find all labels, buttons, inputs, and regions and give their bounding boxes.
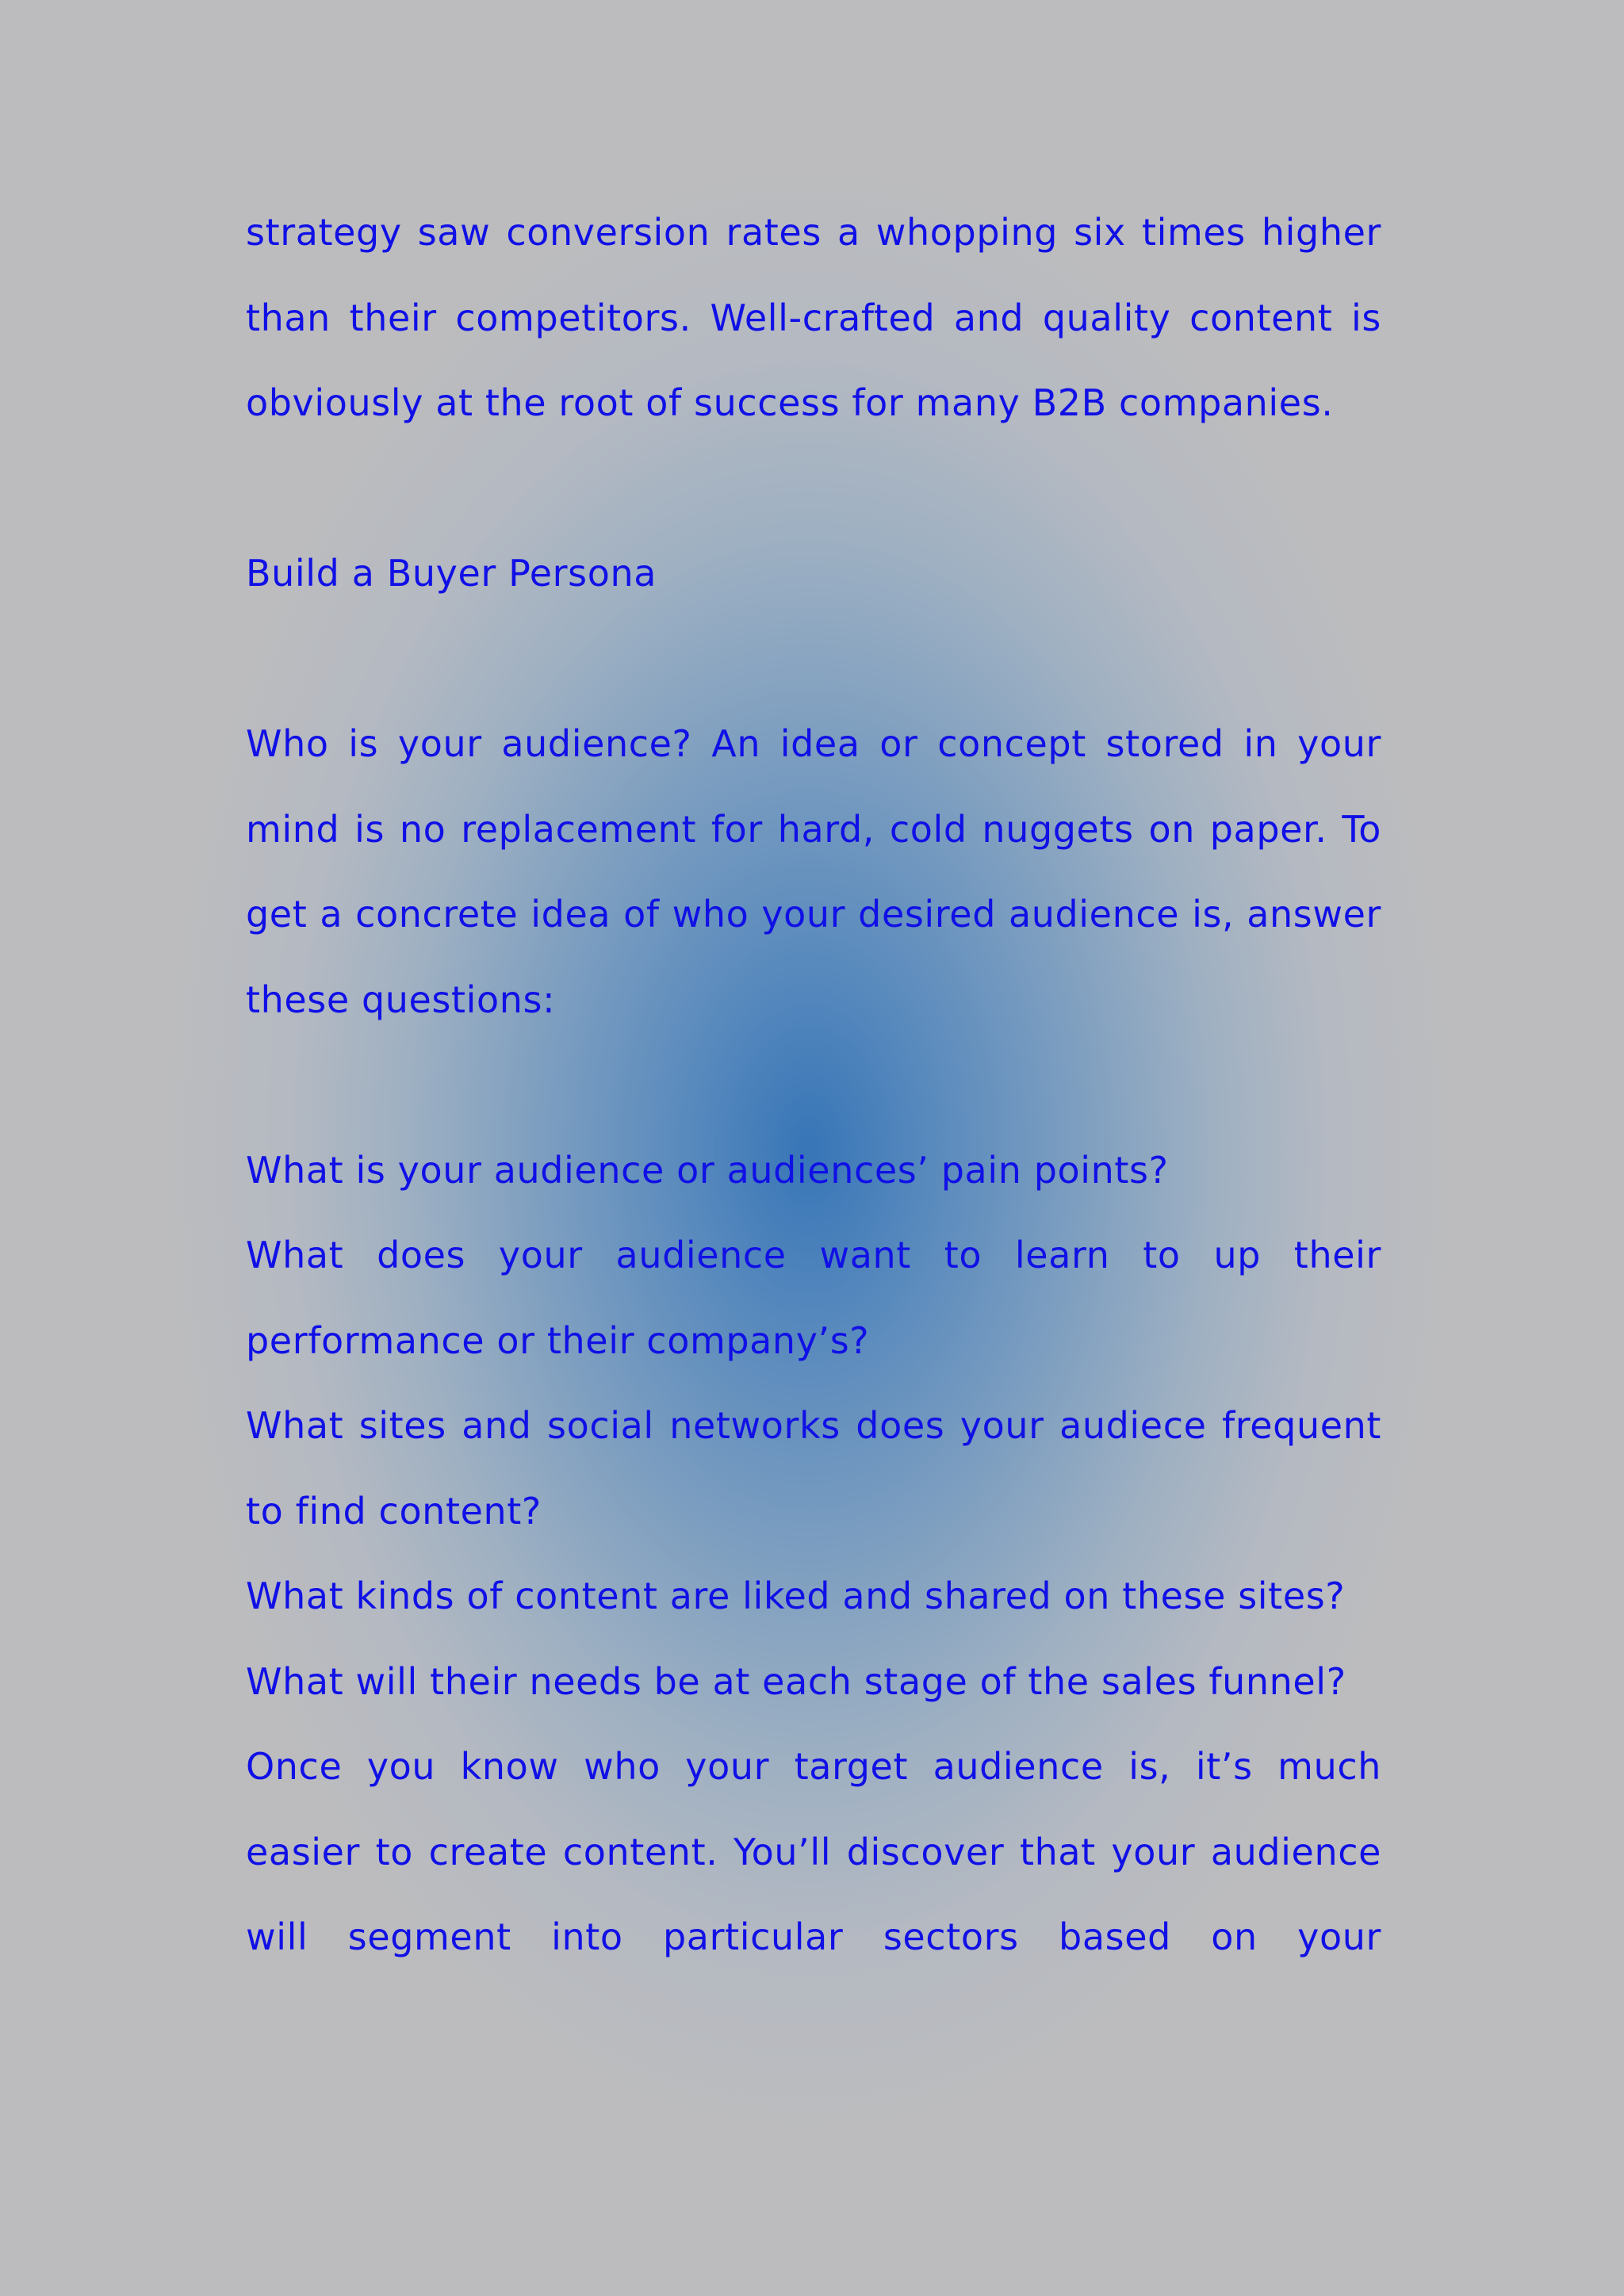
closing-paragraph: Once you know who your target audience is, it’s much easier to create content. You’ll discover that your audience will segment into particular sectors based on your [246, 1745, 1381, 1958]
question-item: What is your audience or audiences’ pain points? [246, 1148, 1169, 1192]
intro-paragraph: strategy saw conversion rates a whopping six times higher than their competitors. Well-crafted and quality content is obviously at the root of success for many B2B companies. [246, 211, 1381, 424]
question-item: What kinds of content are liked and shared on these sites? [246, 1575, 1346, 1617]
paragraph-spacer [246, 1043, 1381, 1128]
question-item: What does your audience want to learn to up their performance or their company’s? [246, 1234, 1381, 1362]
paragraph-spacer [246, 446, 1381, 532]
audience-paragraph: Who is your audience? An idea or concept stored in your mind is no replacement for hard, cold nuggets on paper. To get a concrete idea of who your desired audience is, answer these questions: [246, 722, 1381, 1021]
paragraph-spacer [246, 617, 1381, 702]
question-item: What will their needs be at each stage of the sales funnel? [246, 1659, 1346, 1703]
question-list [246, 1128, 1381, 1725]
question-item: What sites and social networks does your audiece frequent to find content? [246, 1404, 1381, 1533]
section-heading: Build a Buyer Persona [246, 552, 657, 595]
document-body [246, 190, 1381, 1980]
